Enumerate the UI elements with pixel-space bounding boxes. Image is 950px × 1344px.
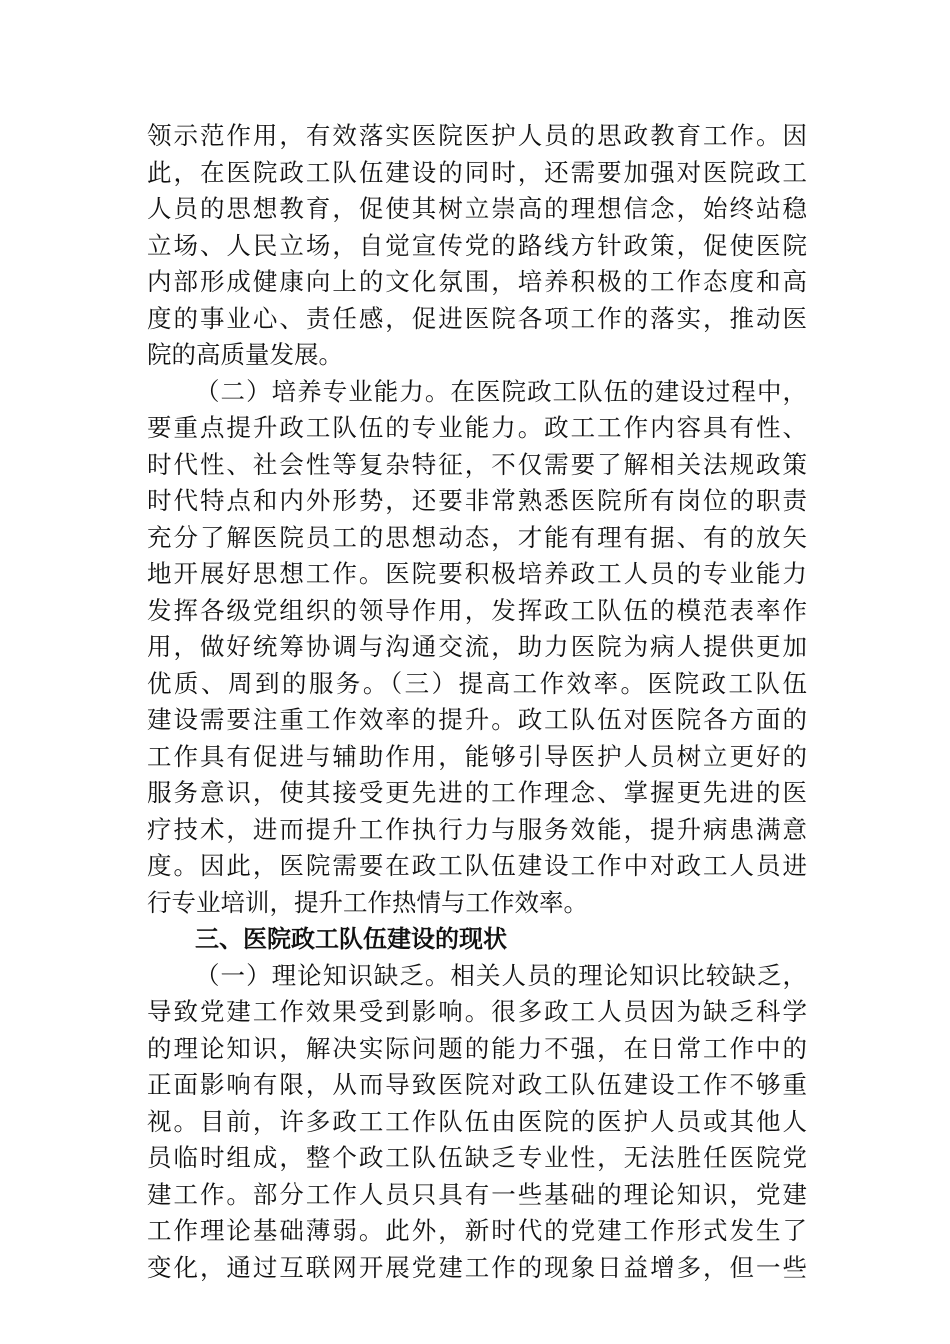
text-line: （二）培养专业能力。在医院政工队伍的建设过程中， <box>195 376 807 406</box>
text-line: 时代特点和内外形势，还要非常熟悉医院所有岗位的职责 <box>147 486 807 515</box>
text-line: 内部形成健康向上的文化氛围，培养积极的工作态度和高 <box>147 267 807 296</box>
text-line: 行专业培训，提升工作热情与工作效率。 <box>147 887 588 917</box>
text-line: 度。因此，医院需要在政工队伍建设工作中对政工人员进 <box>147 851 807 880</box>
text-line: 工作理论基础薄弱。此外，新时代的党建工作形式发生了 <box>147 1216 807 1245</box>
text-line: 要重点提升政工队伍的专业能力。政工工作内容具有性、 <box>147 413 807 442</box>
text-line: 员临时组成，整个政工队伍缺乏专业性，无法胜任医院党 <box>147 1143 807 1172</box>
text-line: 人员的思想教育，促使其树立崇高的理想信念，始终站稳 <box>147 194 807 223</box>
text-line: 优质、周到的服务。（三）提高工作效率。医院政工队伍 <box>147 668 807 698</box>
text-line: 疗技术，进而提升工作执行力与服务效能，提升病患满意 <box>147 814 807 844</box>
section-heading: 三、医院政工队伍建设的现状 <box>195 925 507 953</box>
text-line: 用，做好统筹协调与沟通交流，助力医院为病人提供更加 <box>147 632 807 661</box>
text-line: 度的事业心、责任感，促进医院各项工作的落实，推动医 <box>147 303 807 333</box>
text-line: 时代性、社会性等复杂特征，不仅需要了解相关法规政策 <box>147 449 807 479</box>
body-text <box>147 118 807 1286</box>
text-line: 此，在医院政工队伍建设的同时，还需要加强对医院政工 <box>147 157 807 187</box>
text-line: 院的高质量发展。 <box>147 340 343 369</box>
text-line: 建设需要注重工作效率的提升。政工队伍对医院各方面的 <box>147 705 807 734</box>
text-line: 变化，通过互联网开展党建工作的现象日益增多，但一些 <box>147 1252 807 1282</box>
text-line: 发挥各级党组织的领导作用，发挥政工队伍的模范表率作 <box>147 595 807 625</box>
text-line: 服务意识，使其接受更先进的工作理念、掌握更先进的医 <box>147 778 807 807</box>
text-line: 工作具有促进与辅助作用，能够引导医护人员树立更好的 <box>147 741 807 771</box>
text-line: 领示范作用，有效落实医院医护人员的思政教育工作。因 <box>147 121 807 150</box>
text-line: （一）理论知识缺乏。相关人员的理论知识比较缺乏， <box>195 960 807 990</box>
text-line: 立场、人民立场，自觉宣传党的路线方针政策，促使医院 <box>147 230 807 260</box>
text-line: 导致党建工作效果受到影响。很多政工人员因为缺乏科学 <box>147 997 807 1026</box>
text-line: 的理论知识，解决实际问题的能力不强，在日常工作中的 <box>147 1033 807 1063</box>
text-line: 视。目前，许多政工工作队伍由医院的医护人员或其他人 <box>147 1106 807 1136</box>
text-line: 正面影响有限，从而导致医院对政工队伍建设工作不够重 <box>147 1070 807 1099</box>
text-line: 建工作。部分工作人员只具有一些基础的理论知识，党建 <box>147 1179 807 1209</box>
text-line: 地开展好思想工作。医院要积极培养政工人员的专业能力 <box>147 559 807 588</box>
text-line: 充分了解医院员工的思想动态，才能有理有据、有的放矢 <box>147 522 807 552</box>
